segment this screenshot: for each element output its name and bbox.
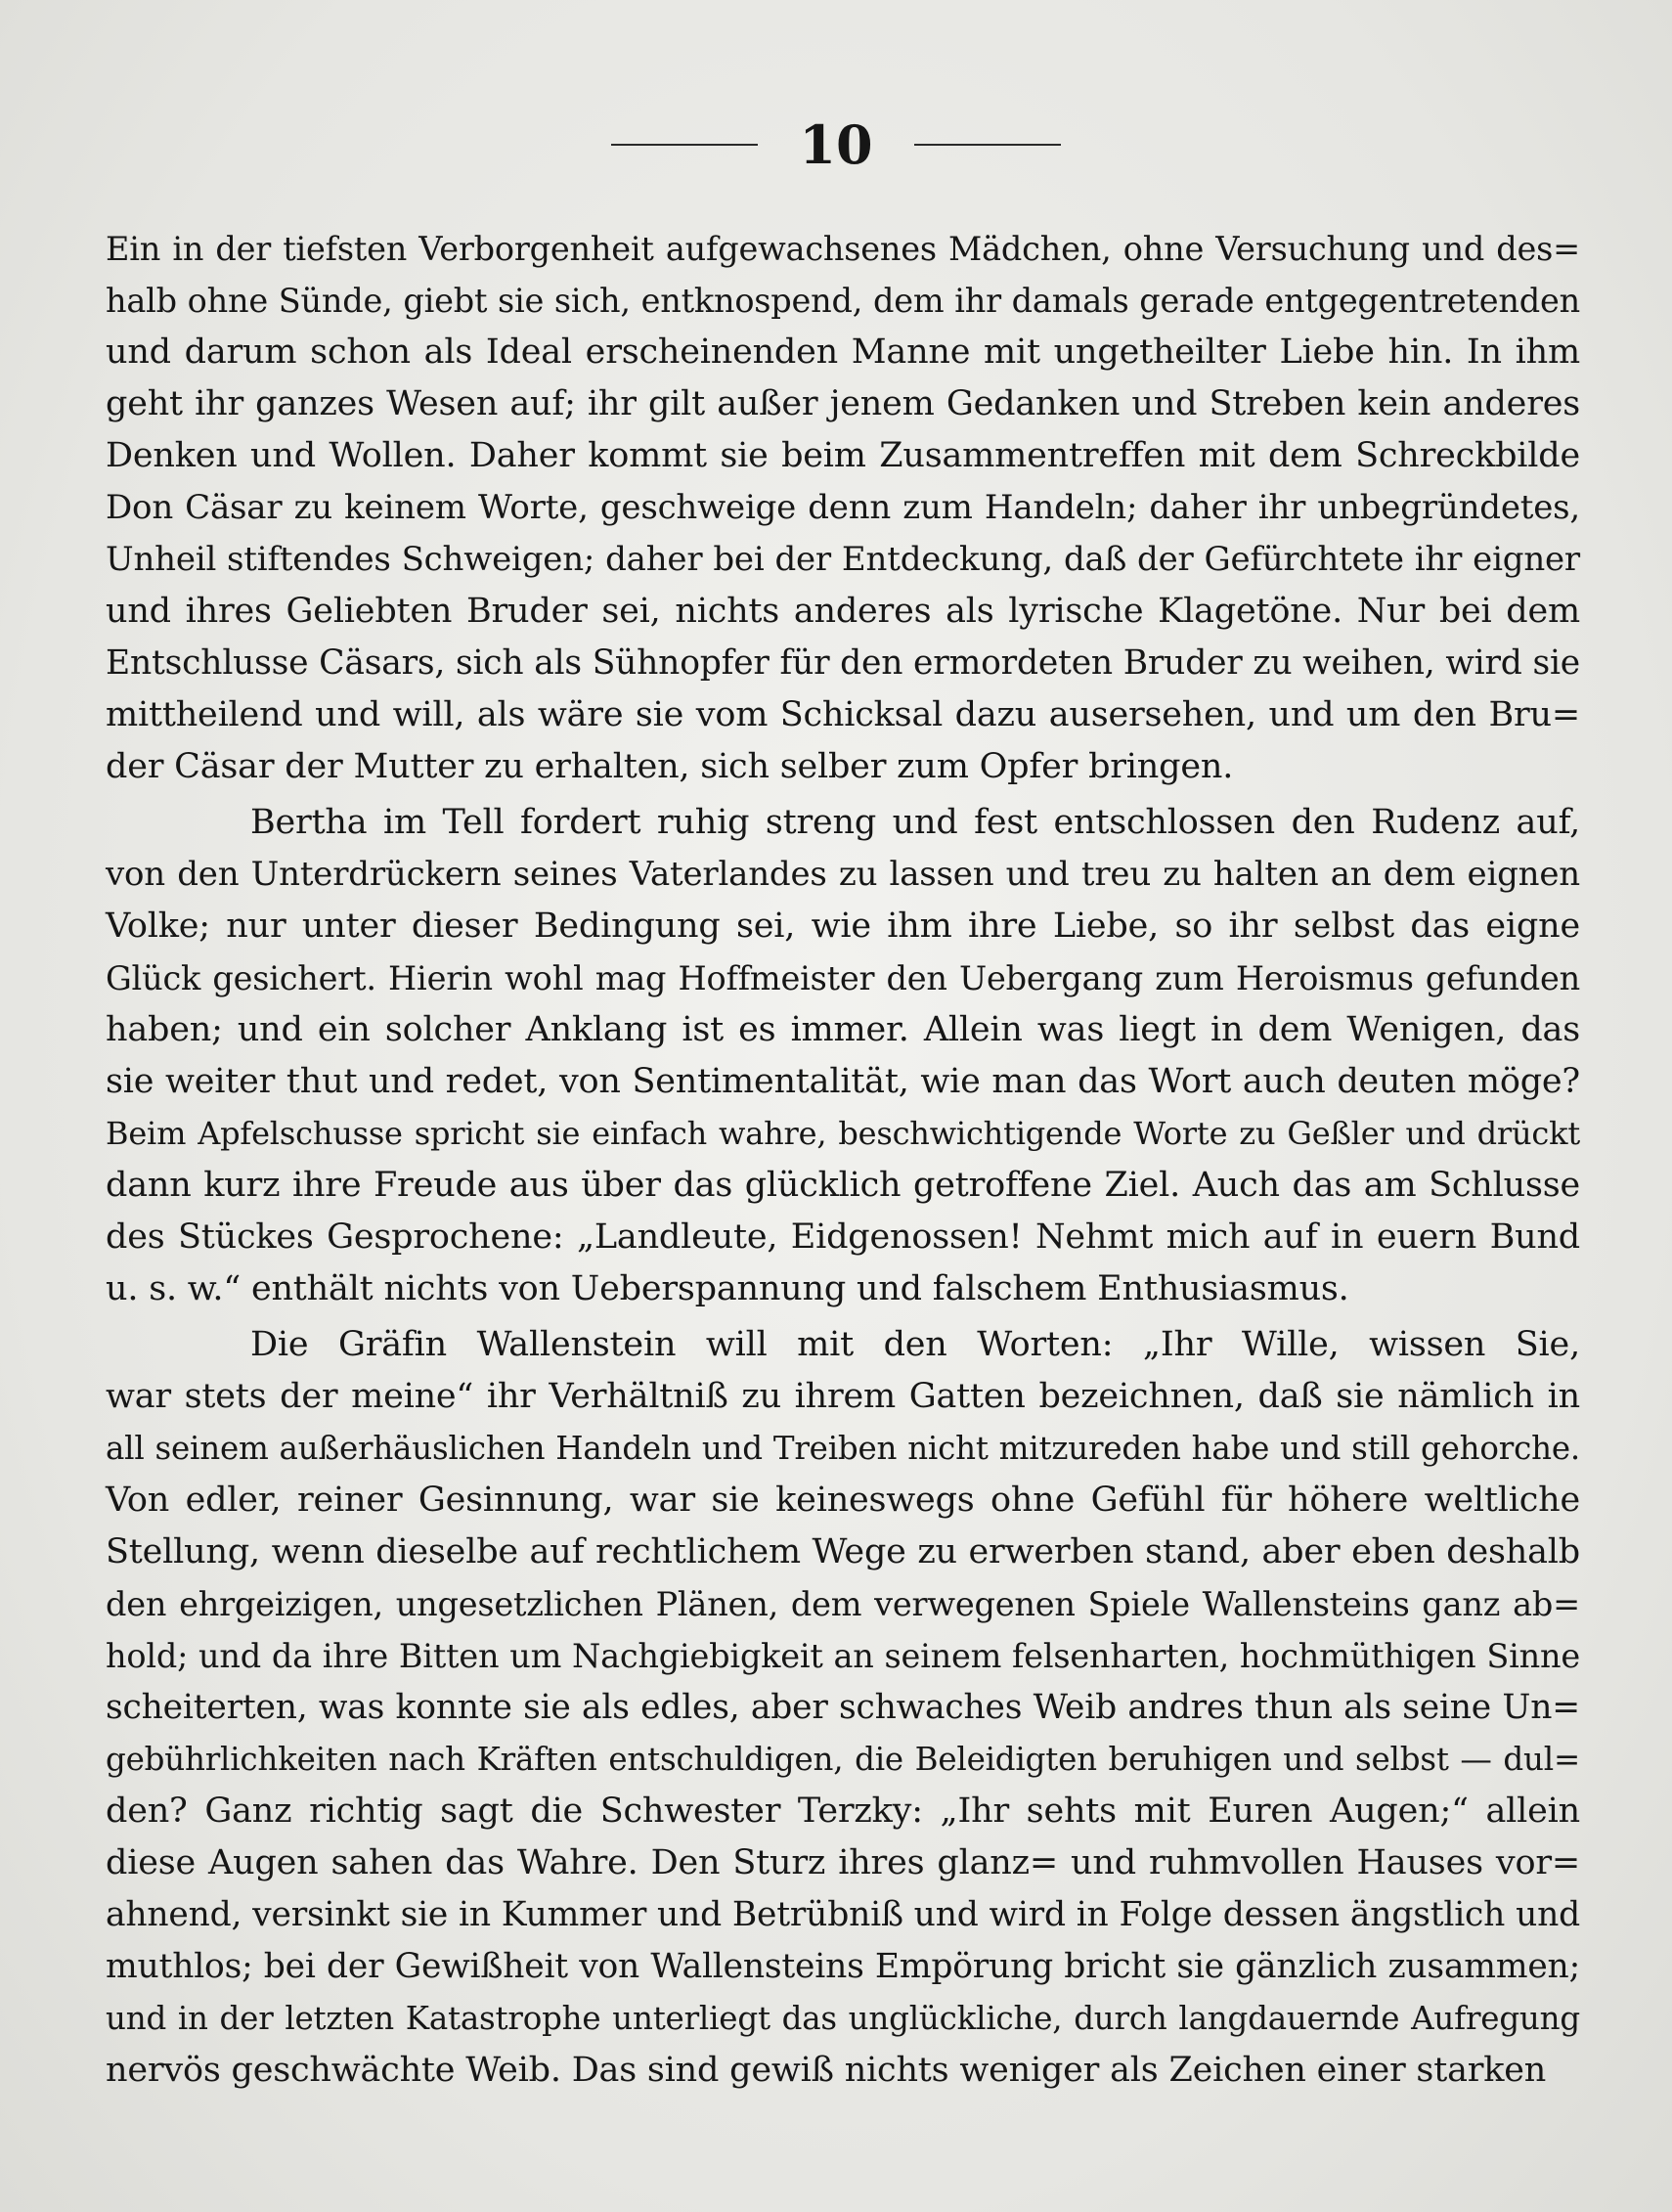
text-line: Bertha im Tell fordert ruhig streng und fest entschlossen den Rudenz auf, — [250, 803, 1580, 842]
text-line: mittheilend und will, als wäre sie vom Schicksal dazu ausersehen, und um den Bru= — [106, 695, 1580, 734]
text-line: Ein in der tiefsten Verborgenheit aufgewachsenes Mädchen, ohne Versuchung und des= — [106, 230, 1580, 268]
text-line: Stellung, wenn dieselbe auf rechtlichem Wege zu erwerben stand, aber eben deshalb — [106, 1532, 1580, 1571]
text-line: gebührlichkeiten nach Kräften entschuldigen, die Beleidigten beruhigen und selbst — dul= — [106, 1741, 1580, 1778]
text-line: sie weiter thut und redet, von Sentimentalität, wie man das Wort auch deuten möge? — [106, 1062, 1580, 1101]
text-line: dann kurz ihre Freude aus über das glücklich getroffene Ziel. Auch das am Schlusse — [106, 1166, 1580, 1205]
text-line: u. s. w.“ enthält nichts von Ueberspannung und falschem Enthusiasmus. — [106, 1269, 1349, 1308]
text-line: Don Cäsar zu keinem Worte, geschweige denn zum Handeln; daher ihr unbegründetes, — [106, 488, 1580, 527]
text-line: Die Gräfin Wallenstein will mit den Worten: „Ihr Wille, wissen Sie, — [250, 1325, 1580, 1364]
text-line: des Stückes Gesprochene: „Landleute, Eidgenossen! Nehmt mich auf in euern Bund — [106, 1217, 1580, 1257]
text-line: von den Unterdrückern seines Vaterlandes zu lassen und treu zu halten an dem eignen — [106, 855, 1580, 894]
text-line: hold; und da ihre Bitten um Nachgiebigkeit an seinem felsenharten, hochmüthigen Sinne — [106, 1637, 1580, 1675]
header-rule-left — [611, 144, 758, 146]
header-rule-right — [914, 144, 1061, 146]
text-line: den? Ganz richtig sagt die Schwester Terzky: „Ihr sehts mit Euren Augen;“ allein — [106, 1792, 1580, 1831]
paragraph — [106, 223, 1580, 793]
text-line: der Cäsar der Mutter zu erhalten, sich selber zum Opfer bringen. — [106, 747, 1234, 786]
text-line: haben; und ein solcher Anklang ist es immer. Allein was liegt in dem Wenigen, das — [106, 1010, 1580, 1049]
text-line: und in der letzten Katastrophe unterliegt das unglückliche, durch langdauernde Aufregung — [106, 2000, 1580, 2037]
paragraph — [106, 797, 1580, 1315]
text-line: den ehrgeizigen, ungesetzlichen Plänen, dem verwegenen Spiele Wallensteins ganz ab= — [106, 1585, 1580, 1623]
text-line: scheiterten, was konnte sie als edles, aber schwaches Weib andres thun als seine Un= — [106, 1688, 1580, 1727]
paragraph — [106, 1319, 1580, 2097]
text-line: und ihres Geliebten Bruder sei, nichts anderes als lyrische Klagetöne. Nur bei dem — [106, 592, 1580, 631]
body-text — [106, 223, 1580, 2097]
text-line: ahnend, versinkt sie in Kummer und Betrübniß und wird in Folge dessen ängstlich und — [106, 1895, 1580, 1934]
text-line: Unheil stiftendes Schweigen; daher bei der Entdeckung, daß der Gefürchtete ihr eigner — [106, 540, 1580, 579]
text-line: muthlos; bei der Gewißheit von Wallensteins Empörung bricht sie gänzlich zusammen; — [106, 1947, 1580, 1986]
text-line: Glück gesichert. Hierin wohl mag Hoffmeister den Uebergang zum Heroismus gefunden — [106, 959, 1580, 997]
text-line: und darum schon als Ideal erscheinenden Manne mit ungetheilter Liebe hin. In ihm — [106, 332, 1580, 372]
text-line: Volke; nur unter dieser Bedingung sei, wie ihm ihre Liebe, so ihr selbst das eigne — [106, 907, 1580, 946]
text-line: all seinem außerhäuslichen Handeln und Treiben nicht mitzureden habe und still gehorche. — [106, 1430, 1580, 1467]
text-line: Von edler, reiner Gesinnung, war sie keineswegs ohne Gefühl für höhere weltliche — [106, 1481, 1580, 1520]
text-line: Beim Apfelschusse spricht sie einfach wahre, beschwichtigende Worte zu Geßler und drückt — [106, 1115, 1580, 1152]
text-line: geht ihr ganzes Wesen auf; ihr gilt außer jenem Gedanken und Streben kein anderes — [106, 384, 1580, 423]
text-line: Denken und Wollen. Daher kommt sie beim Zusammentreffen mit dem Schreckbilde — [106, 436, 1580, 475]
text-line: diese Augen sahen das Wahre. Den Sturz ihres glanz= und ruhmvollen Hauses vor= — [106, 1843, 1580, 1882]
text-line: halb ohne Sünde, giebt sie sich, entknospend, dem ihr damals gerade entgegentretenden — [106, 282, 1580, 320]
page-number: 10 — [799, 113, 873, 176]
page-header — [0, 115, 1672, 174]
text-line: war stets der meine“ ihr Verhältniß zu ihrem Gatten bezeichnen, daß sie nämlich in — [106, 1377, 1580, 1416]
text-line: Entschlusse Cäsars, sich als Sühnopfer für den ermordeten Bruder zu weihen, wird sie — [106, 643, 1580, 683]
text-line: nervös geschwächte Weib. Das sind gewiß nichts weniger als Zeichen einer starken — [106, 2051, 1547, 2090]
